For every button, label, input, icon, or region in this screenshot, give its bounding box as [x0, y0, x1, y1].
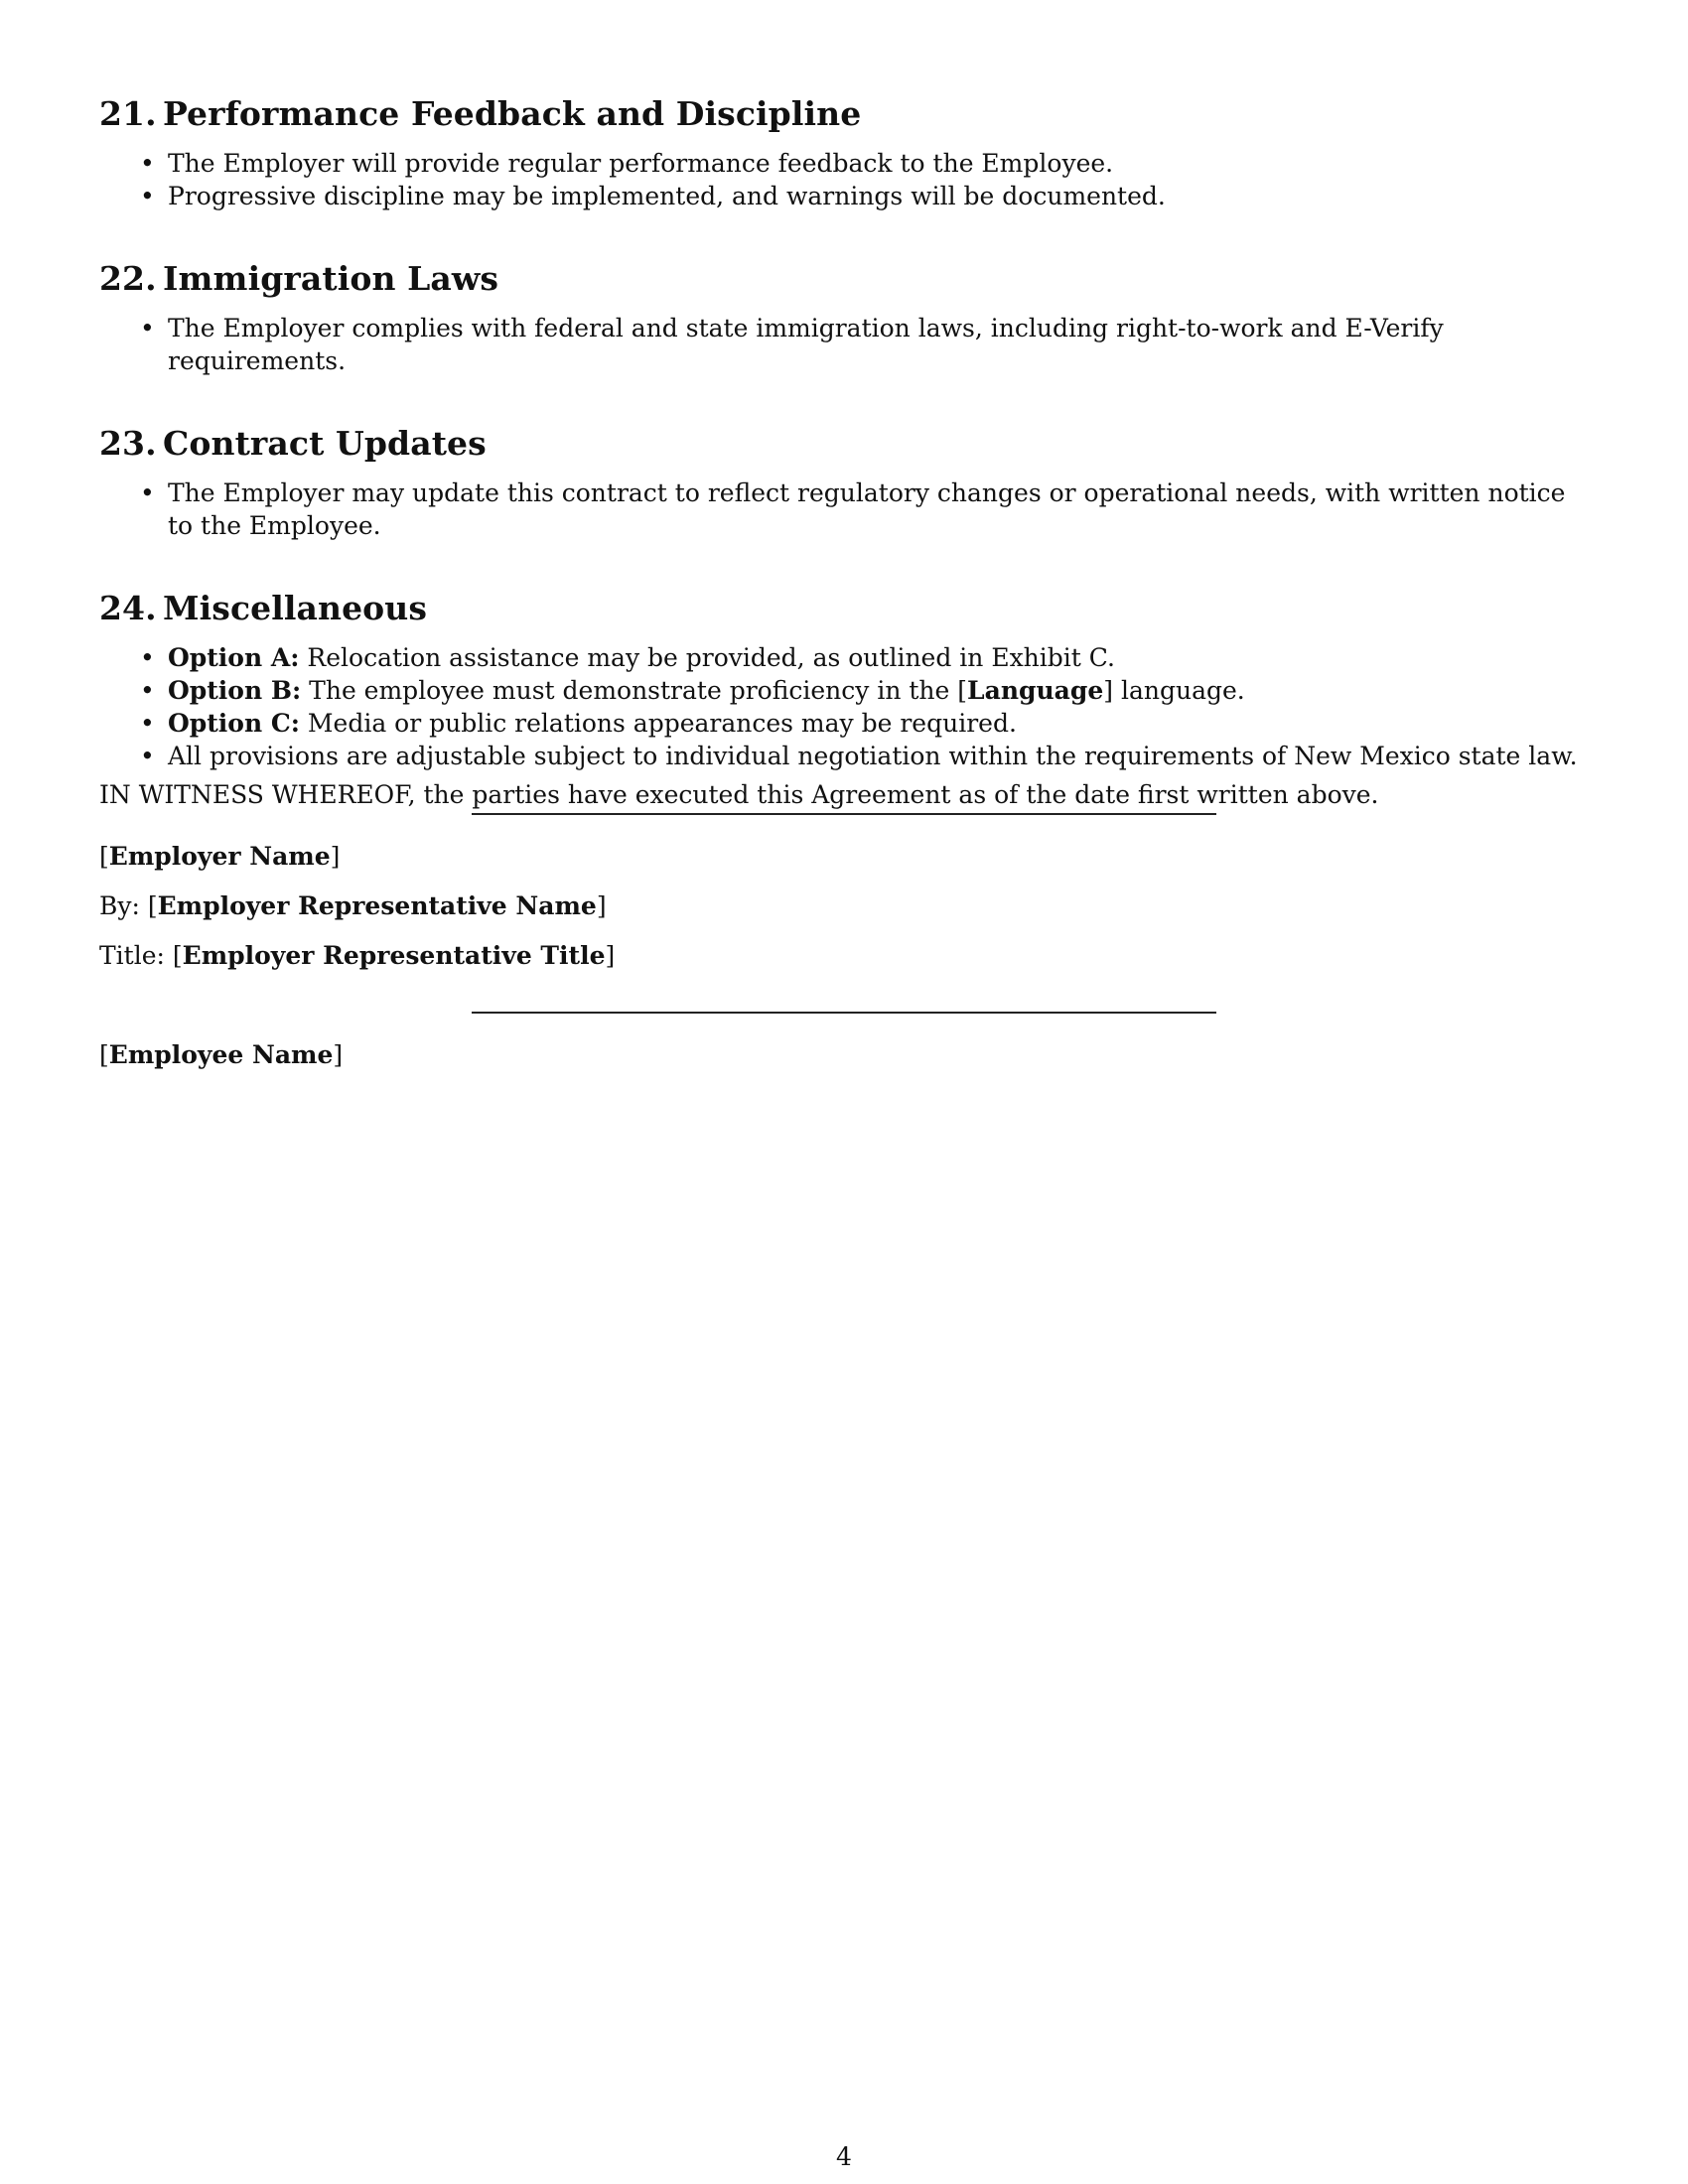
section-number: 22. [99, 259, 157, 298]
section-21 [99, 91, 1589, 212]
bullet-icon: • [140, 478, 155, 507]
option-label: Option A: [168, 643, 300, 672]
bullet-icon: • [140, 149, 155, 178]
bullet-icon: • [140, 742, 155, 770]
representative-name-placeholder: Employer Representative Name [157, 891, 597, 920]
option-label: Option C: [168, 709, 300, 738]
section-title: Immigration Laws [163, 259, 499, 298]
employee-signature-line [472, 1012, 1216, 1014]
section-number: 21. [99, 94, 157, 133]
option-label: Option B: [168, 676, 302, 705]
list-item-text: The Employer will provide regular performance feedback to the Employee. [168, 149, 1114, 178]
employer-signature-block [99, 840, 615, 972]
document-body [99, 91, 1589, 811]
title-label: Title: [99, 941, 165, 970]
list-item-text: The Employer complies with federal and state immigration laws, including right-to-work and E-Verify requirements. [168, 314, 1444, 375]
list-item-option-c [99, 707, 1589, 740]
by-label: By: [99, 891, 140, 920]
page-number: 4 [836, 2142, 852, 2171]
employee-name: [Employee Name] [99, 1040, 344, 1069]
list-item-option-a [99, 641, 1589, 674]
list-item-text: The employee must demonstrate proficiency in the [301, 676, 958, 705]
section-22 [99, 256, 1589, 377]
employer-name-placeholder: Employer Name [108, 842, 331, 871]
bullet-list [99, 477, 1589, 542]
employee-signature-block [99, 1038, 343, 1071]
bullet-icon: • [140, 709, 155, 738]
bullet-list [99, 641, 1589, 772]
bullet-icon: • [140, 182, 155, 210]
section-heading [99, 586, 1589, 631]
list-item-option-b: • Option B: The employee must demonstrate proficiency in the [Language] language. [140, 676, 1245, 705]
section-24 [99, 586, 1589, 772]
list-item-text: The Employer may update this contract to reflect regulatory changes or operational needs, with written notice to the Employee. [168, 478, 1566, 540]
section-number: 24. [99, 589, 157, 627]
list-item-text: Relocation assistance may be provided, as outlined in Exhibit C. [299, 643, 1115, 672]
representative-title-placeholder: Employer Representative Title [182, 941, 606, 970]
section-heading [99, 91, 1589, 137]
list-item-text: All provisions are adjustable subject to individual negotiation within the requirements of New Mexico state law. [168, 742, 1578, 770]
list-item [99, 477, 1589, 542]
employer-title-line: Title: [Employer Representative Title] [99, 941, 616, 970]
witness-clause: IN WITNESS WHEREOF, the parties have executed this Agreement as of the date first written above. [99, 780, 1379, 809]
bullet-list [99, 147, 1589, 212]
bullet-icon: • [140, 314, 155, 342]
section-heading [99, 256, 1589, 302]
section-title: Miscellaneous [163, 589, 428, 627]
list-item [99, 312, 1589, 377]
list-item [99, 180, 1589, 212]
list-item [99, 147, 1589, 180]
section-23 [99, 421, 1589, 542]
employer-representative-line: By: [Employer Representative Name] [99, 891, 607, 920]
bullet-icon: • [140, 676, 155, 705]
list-item-text: Media or public relations appearances may be required. [299, 709, 1017, 738]
section-heading [99, 421, 1589, 467]
language-placeholder: Language [967, 676, 1104, 705]
section-number: 23. [99, 424, 157, 463]
bullet-list [99, 312, 1589, 377]
employer-name: [Employer Name] [99, 842, 341, 871]
section-title: Contract Updates [163, 424, 487, 463]
list-item-text: Progressive discipline may be implemented, and warnings will be documented. [168, 182, 1166, 210]
employee-name-placeholder: Employee Name [108, 1040, 334, 1069]
list-item-text: language. [1113, 676, 1245, 705]
bullet-icon: • [140, 643, 155, 672]
list-item [99, 740, 1589, 772]
employer-signature-line [472, 813, 1216, 815]
section-title: Performance Feedback and Discipline [163, 94, 862, 133]
